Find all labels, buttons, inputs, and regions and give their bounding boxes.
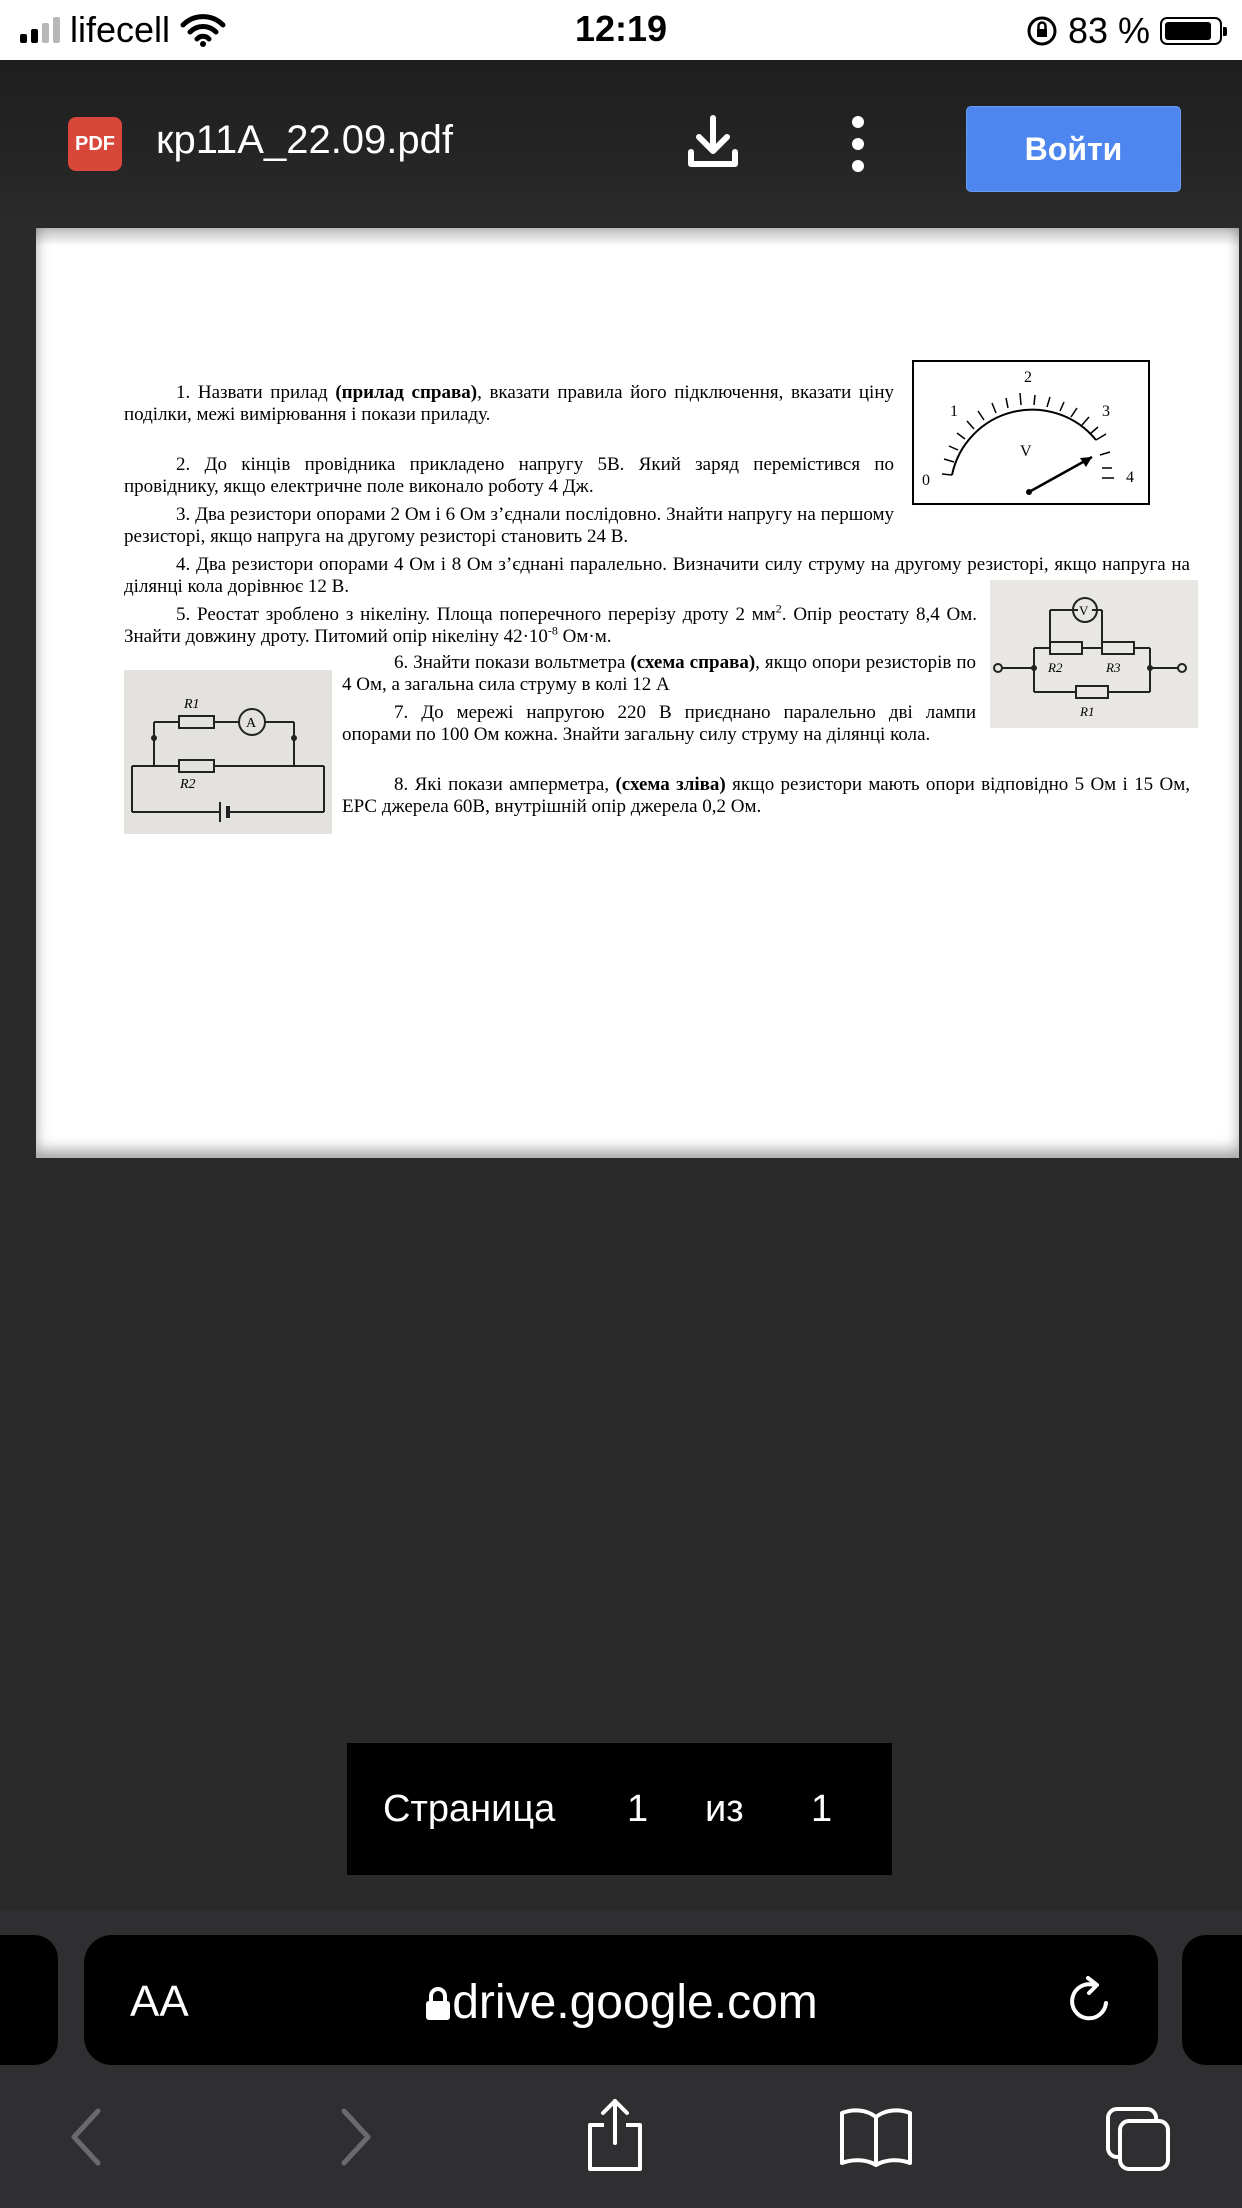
status-bar <box>0 0 1242 60</box>
page-of: из <box>705 1787 744 1830</box>
pdf-file-icon: PDF <box>68 117 122 171</box>
status-right <box>1026 10 1222 52</box>
question-6: 6. Знайти покази вольтметра (схема справа), якщо опори резисторів по 4 Ом, а загальна сила струму в колі 12 А <box>342 652 976 695</box>
scale-label-1: 1 <box>950 403 958 420</box>
question-8: 8. Які покази амперметра, (схема зліва) якщо резистори мають опори відповідно 5 Ом і 15 Ом, ЕРС джерела 60В, внутрішній опір джерела 0,2 Ом. <box>342 774 1190 817</box>
scale-label-2: 2 <box>1024 369 1032 386</box>
share-icon[interactable] <box>584 2097 646 2173</box>
a-meter-symbol: A <box>246 716 257 731</box>
v-meter-symbol: V <box>1079 603 1089 618</box>
scale-label-0: 0 <box>922 472 930 489</box>
bookmarks-icon[interactable] <box>838 2105 914 2169</box>
scale-label-4: 4 <box>1126 469 1134 486</box>
url-display[interactable] <box>84 1975 1158 2030</box>
more-vertical-icon[interactable] <box>846 114 870 174</box>
browser-bottom-bar <box>0 1910 1242 2208</box>
page-counter <box>347 1743 892 1875</box>
next-tab-preview[interactable] <box>1182 1935 1242 2065</box>
question-2: 2. До кінців провідника прикладено напругу 5В. Який заряд перемістився по провіднику, якщо електричне поле виконало роботу 4 Дж. <box>124 454 894 497</box>
label-r3: R3 <box>1106 660 1121 675</box>
label-r2: R2 <box>1048 660 1063 675</box>
question-4: 4. Два резистори опорами 4 Ом і 8 Ом з’єднані паралельно. Визначити силу струму на другому резисторі, якщо напруга на ділянці кола дорівнює 12 В. <box>124 554 1190 597</box>
page-word: Страница <box>383 1787 556 1830</box>
tabs-icon[interactable] <box>1104 2105 1174 2175</box>
label-a-r1: R1 <box>184 697 200 712</box>
pdf-page <box>36 228 1239 1158</box>
text-size-button[interactable]: AA <box>130 1977 189 2026</box>
label-a-r2: R2 <box>180 777 196 792</box>
login-button[interactable]: Войти <box>966 106 1181 192</box>
viewer-toolbar <box>0 60 1242 228</box>
voltmeter-scale-figure <box>912 360 1150 505</box>
previous-tab-preview[interactable] <box>0 1935 58 2065</box>
orientation-lock-icon <box>1026 15 1058 47</box>
question-1: 1. Назвати прилад (прилад справа), вказати правила його підключення, вказати ціну поділки, межі вимірювання і покази приладу. <box>124 382 894 425</box>
browser-nav-row <box>0 2095 1242 2208</box>
file-title: кр11А_22.09.pdf <box>156 118 454 162</box>
current-page: 1 <box>627 1787 649 1830</box>
question-5: 5. Реостат зроблено з нікеліну. Площа поперечного перерізу дроту 2 $мм^2$. Опір реостату 8,4 Ом. Знайти довжину дроту. Питомий опір нікеліну $42\cdot 10^{-8}$ Ом·м. <box>124 601 977 647</box>
scale-label-3: 3 <box>1102 403 1110 420</box>
clock: 12:19 <box>574 8 668 49</box>
carrier-name: lifecell <box>70 9 171 50</box>
reload-icon[interactable] <box>1064 1975 1116 2027</box>
battery-icon <box>1160 17 1222 45</box>
voltmeter-circuit-figure <box>990 580 1198 728</box>
question-3: 3. Два резистори опорами 2 Ом і 6 Ом з’єднали послідовно. Знайти напругу на першому резисторі, якщо напруга на другому резисторі становить 24 В. <box>124 504 894 547</box>
total-pages: 1 <box>811 1787 833 1830</box>
forward-icon[interactable] <box>336 2105 376 2169</box>
battery-percent: 83 % <box>1067 10 1150 51</box>
lock-icon <box>424 1986 452 2022</box>
url-text: drive.google.com <box>452 1976 818 2029</box>
back-icon[interactable] <box>66 2105 106 2169</box>
voltmeter-symbol: V <box>1020 443 1032 460</box>
label-r1: R1 <box>1080 704 1095 719</box>
address-bar[interactable] <box>84 1935 1158 2065</box>
ammeter-circuit-figure <box>124 670 332 834</box>
download-icon[interactable] <box>686 114 740 170</box>
question-7: 7. До мережі напругою 220 В приєднано паралельно дві лампи опорами по 100 Ом кожна. Знайти загальну силу струму на ділянці кола. <box>342 702 976 745</box>
